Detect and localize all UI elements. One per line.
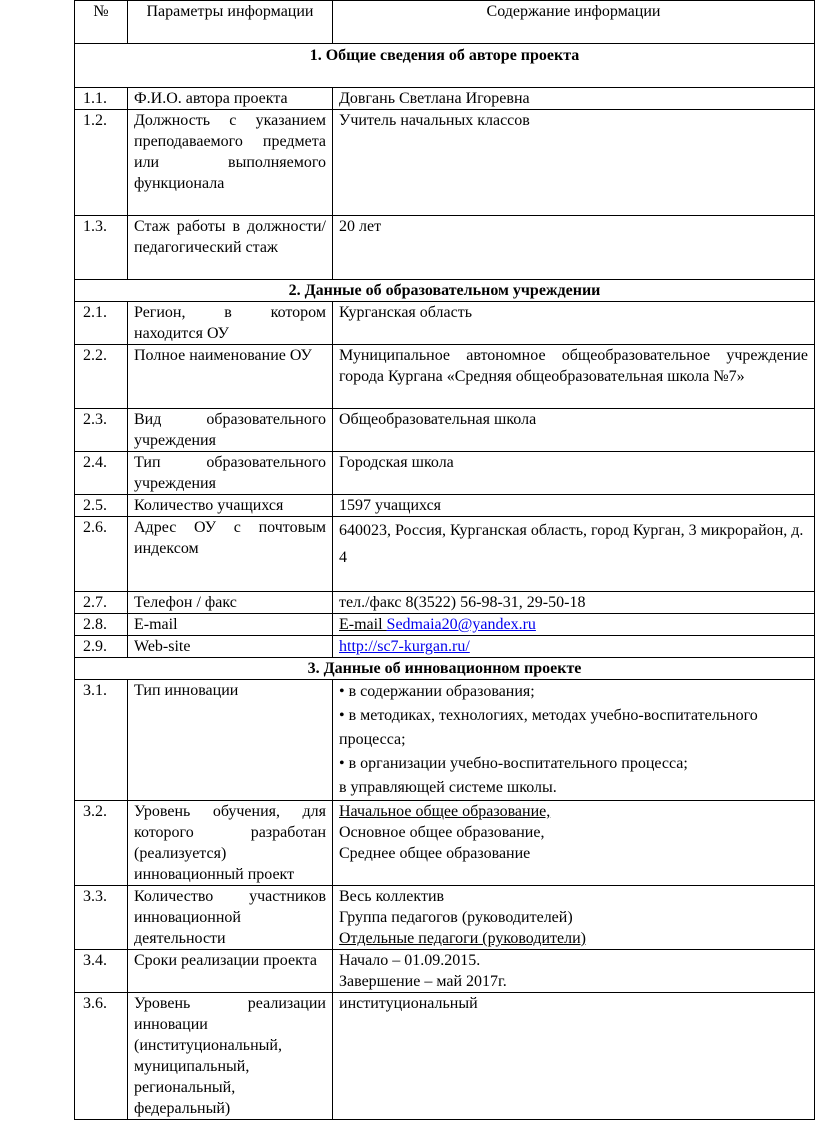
header-content: Содержание информации [333, 1, 815, 44]
row-num: 2.1. [75, 302, 128, 345]
term-item: Завершение – май 2017г. [339, 973, 507, 990]
row-num: 2.9. [75, 636, 128, 658]
row-value: Городская школа [333, 452, 815, 495]
table-row [75, 495, 815, 517]
section-title: 3. Данные об инновационном проекте [75, 658, 815, 680]
row-num: 1.3. [75, 216, 128, 280]
row-num: 2.7. [75, 592, 128, 614]
table-row [75, 680, 815, 801]
row-value: тел./факс 8(3522) 56-98-31, 29-50-18 [333, 592, 815, 614]
table-row [75, 216, 815, 280]
row-num: 3.1. [75, 680, 128, 801]
row-num: 3.6. [75, 993, 128, 1120]
row-num: 2.6. [75, 517, 128, 592]
table-row [75, 110, 815, 216]
row-num: 2.2. [75, 345, 128, 409]
row-param: Сроки реализации проекта [128, 950, 333, 993]
row-value: 1597 учащихся [333, 495, 815, 517]
level-item: Основное общее образование, [339, 824, 545, 841]
table-row [75, 614, 815, 636]
row-num: 3.3. [75, 886, 128, 950]
header-row [75, 1, 815, 44]
table-row [75, 801, 815, 886]
row-value [333, 950, 815, 993]
section-row [75, 44, 815, 88]
row-num: 2.4. [75, 452, 128, 495]
row-value [333, 614, 815, 636]
row-value: Муниципальное автономное общеобразовательное учреждение города Кургана «Средняя общеобразовательная школа №7» [333, 345, 815, 409]
table-row [75, 950, 815, 993]
row-num: 2.5. [75, 495, 128, 517]
participants-item: Весь коллектив [339, 888, 445, 905]
row-param: Уровень реализации инновации (институциональный, муниципальный, региональный, федеральный) [128, 993, 333, 1120]
row-param: Вид образовательного учреждения [128, 409, 333, 452]
table-row [75, 409, 815, 452]
row-value [333, 886, 815, 950]
row-num: 3.2. [75, 801, 128, 886]
participants-item: Отдельные педагоги (руководители) [339, 930, 586, 947]
row-value [333, 680, 815, 801]
row-num: 2.8. [75, 614, 128, 636]
row-param: Стаж работы в должности/ педагогический стаж [128, 216, 333, 280]
row-param: Web-site [128, 636, 333, 658]
table-row [75, 592, 815, 614]
table-row [75, 452, 815, 495]
row-value: Довгань Светлана Игоревна [333, 88, 815, 110]
table-row [75, 636, 815, 658]
email-label: E-mail [339, 616, 387, 633]
table-row [75, 88, 815, 110]
row-param: Тип образовательного учреждения [128, 452, 333, 495]
level-item: Среднее общее образование [339, 845, 531, 862]
row-param: Адрес ОУ с почтовым индексом [128, 517, 333, 592]
term-item: Начало – 01.09.2015. [339, 952, 481, 969]
row-param: Тип инновации [128, 680, 333, 801]
row-param: Количество участников инновационной деятельности [128, 886, 333, 950]
innovation-item: в управляющей системе школы. [339, 779, 557, 796]
row-param: Уровень обучения, для которого разработан (реализуется) инновационный проект [128, 801, 333, 886]
website-link[interactable]: http://sc7-kurgan.ru/ [339, 638, 470, 655]
innovation-item: • в методиках, технологиях, методах учебно-воспитательного процесса; [339, 707, 758, 748]
row-param: Полное наименование ОУ [128, 345, 333, 409]
participants-item: Группа педагогов (руководителей) [339, 909, 573, 926]
row-num: 1.2. [75, 110, 128, 216]
project-info-table [74, 0, 815, 1120]
header-num: № [75, 1, 128, 44]
row-param: Ф.И.О. автора проекта [128, 88, 333, 110]
row-value: Курганская область [333, 302, 815, 345]
row-value: Общеобразовательная школа [333, 409, 815, 452]
innovation-item: • в содержании образования; [339, 683, 535, 700]
row-value: 640023, Россия, Курганская область, город Курган, 3 микрорайон, д. 4 [333, 517, 815, 592]
row-num: 3.4. [75, 950, 128, 993]
table-row [75, 993, 815, 1120]
section-row [75, 280, 815, 302]
level-item: Начальное общее образование, [339, 803, 551, 820]
row-value [333, 636, 815, 658]
table-row [75, 886, 815, 950]
row-value [333, 801, 815, 886]
row-param: Должность с указанием преподаваемого предмета или выполняемого функционала [128, 110, 333, 216]
header-params: Параметры информации [128, 1, 333, 44]
table-row [75, 345, 815, 409]
row-num: 1.1. [75, 88, 128, 110]
section-title: 2. Данные об образовательном учреждении [75, 280, 815, 302]
row-param: Телефон / факс [128, 592, 333, 614]
table-row [75, 302, 815, 345]
section-title: 1. Общие сведения об авторе проекта [75, 44, 815, 88]
innovation-item: • в организации учебно-воспитательного процесса; [339, 755, 688, 772]
row-param: E-mail [128, 614, 333, 636]
table-row [75, 517, 815, 592]
row-value: институциональный [333, 993, 815, 1120]
row-num: 2.3. [75, 409, 128, 452]
row-param: Регион, в котором находится ОУ [128, 302, 333, 345]
row-param: Количество учащихся [128, 495, 333, 517]
row-value: Учитель начальных классов [333, 110, 815, 216]
section-row [75, 658, 815, 680]
email-link[interactable]: Sedmaia20@yandex.ru [386, 616, 536, 633]
row-value: 20 лет [333, 216, 815, 280]
